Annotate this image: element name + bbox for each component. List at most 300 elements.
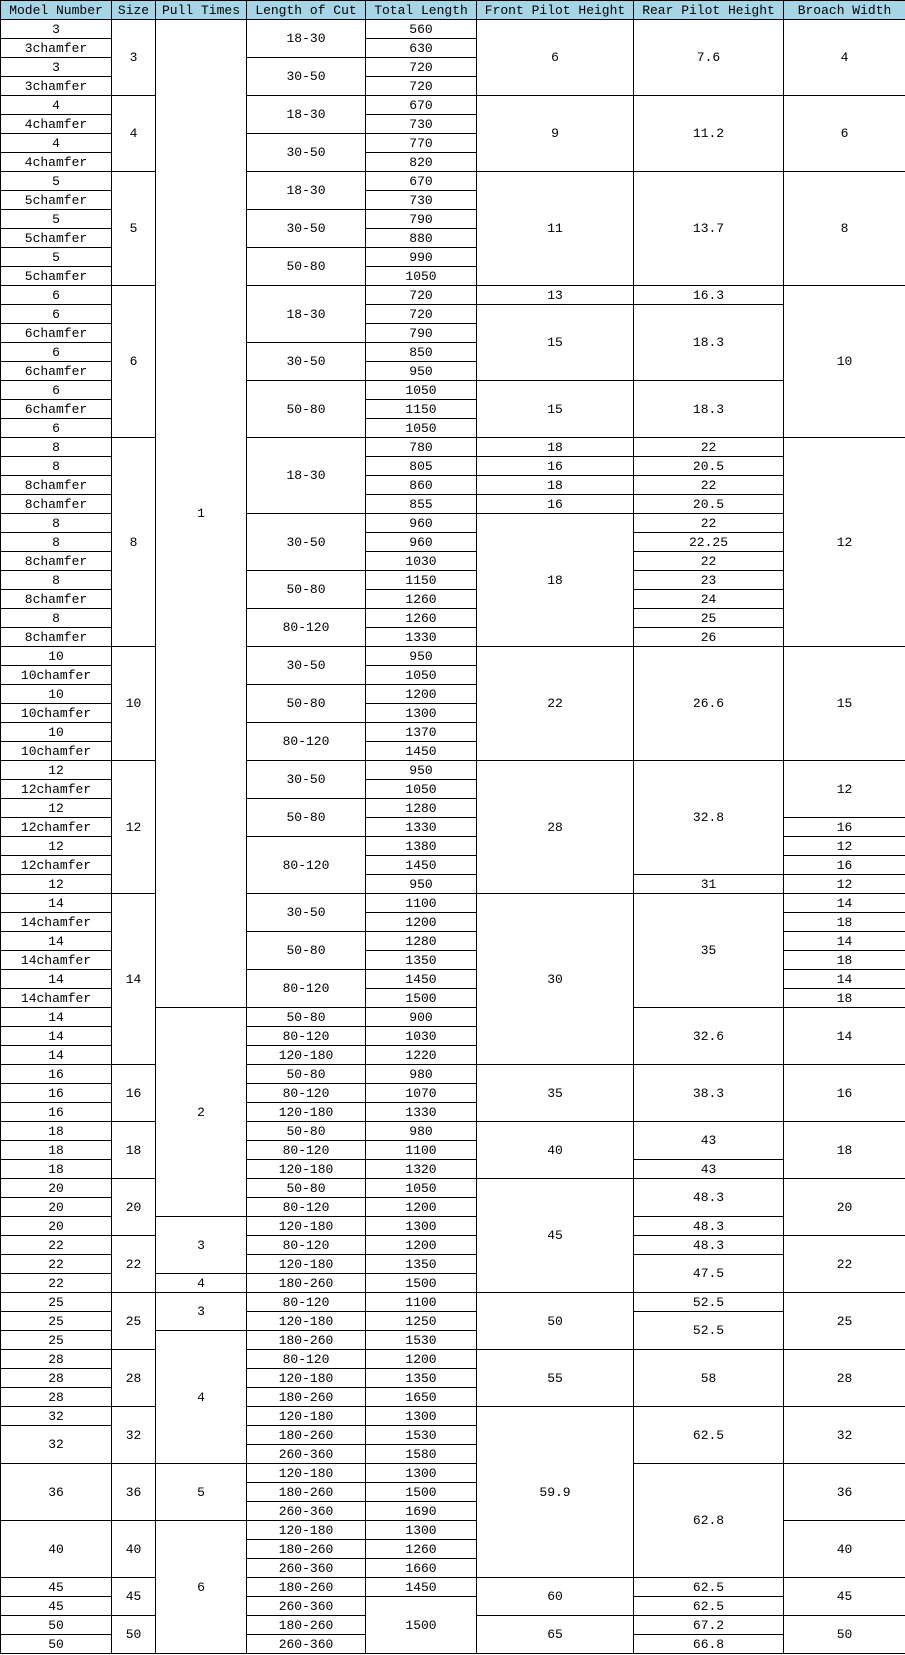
front-pilot-height-cell: 22	[477, 647, 634, 761]
length-of-cut-cell: 180-260	[247, 1578, 366, 1597]
total-length-cell: 1500	[366, 1597, 477, 1654]
total-length-cell: 1350	[366, 951, 477, 970]
front-pilot-height-cell: 59.9	[477, 1407, 634, 1578]
header-total-length: Total Length	[366, 1, 477, 20]
rear-pilot-height-cell: 62.5	[634, 1407, 784, 1464]
table-row	[1, 20, 905, 39]
length-of-cut-cell: 260-360	[247, 1445, 366, 1464]
total-length-cell: 1100	[366, 1141, 477, 1160]
broach-width-cell: 18	[784, 913, 905, 932]
length-of-cut-cell: 50-80	[247, 1008, 366, 1027]
broach-width-cell: 15	[784, 647, 905, 761]
size-cell: 32	[112, 1407, 156, 1464]
total-length-cell: 1100	[366, 1293, 477, 1312]
total-length-cell: 1330	[366, 1103, 477, 1122]
model-number-cell: 36	[1, 1464, 112, 1521]
pull-times-cell: 3	[156, 1293, 247, 1331]
header-size: Size	[112, 1, 156, 20]
length-of-cut-cell: 50-80	[247, 1179, 366, 1198]
total-length-cell: 1370	[366, 723, 477, 742]
length-of-cut-cell: 80-120	[247, 970, 366, 1008]
broach-width-cell: 45	[784, 1578, 905, 1616]
total-length-cell: 1200	[366, 1236, 477, 1255]
total-length-cell: 1200	[366, 913, 477, 932]
length-of-cut-cell: 80-120	[247, 1027, 366, 1046]
model-number-cell: 3chamfer	[1, 39, 112, 58]
header-rear-pilot-height: Rear Pilot Height	[634, 1, 784, 20]
total-length-cell: 950	[366, 761, 477, 780]
total-length-cell: 1200	[366, 685, 477, 704]
rear-pilot-height-cell: 22	[634, 476, 784, 495]
total-length-cell: 630	[366, 39, 477, 58]
model-number-cell: 14chamfer	[1, 951, 112, 970]
rear-pilot-height-cell: 23	[634, 571, 784, 590]
rear-pilot-height-cell: 20.5	[634, 495, 784, 514]
model-number-cell: 4chamfer	[1, 115, 112, 134]
model-number-cell: 3chamfer	[1, 77, 112, 96]
rear-pilot-height-cell: 24	[634, 590, 784, 609]
model-number-cell: 8chamfer	[1, 628, 112, 647]
model-number-cell: 18	[1, 1160, 112, 1179]
rear-pilot-height-cell: 25	[634, 609, 784, 628]
broach-width-cell: 28	[784, 1350, 905, 1407]
length-of-cut-cell: 180-260	[247, 1331, 366, 1350]
total-length-cell: 770	[366, 134, 477, 153]
pull-times-cell: 2	[156, 1008, 247, 1217]
table-row	[1, 647, 905, 666]
total-length-cell: 1300	[366, 1407, 477, 1426]
size-cell: 3	[112, 20, 156, 96]
length-of-cut-cell: 180-260	[247, 1426, 366, 1445]
model-number-cell: 10	[1, 685, 112, 704]
model-number-cell: 3	[1, 20, 112, 39]
model-number-cell: 6	[1, 419, 112, 438]
total-length-cell: 1150	[366, 400, 477, 419]
total-length-cell: 1450	[366, 970, 477, 989]
total-length-cell: 790	[366, 210, 477, 229]
rear-pilot-height-cell: 22.25	[634, 533, 784, 552]
length-of-cut-cell: 260-360	[247, 1559, 366, 1578]
model-number-cell: 6chamfer	[1, 362, 112, 381]
size-cell: 5	[112, 172, 156, 286]
rear-pilot-height-cell: 48.3	[634, 1217, 784, 1236]
model-number-cell: 10chamfer	[1, 666, 112, 685]
model-number-cell: 22	[1, 1255, 112, 1274]
total-length-cell: 1070	[366, 1084, 477, 1103]
total-length-cell: 670	[366, 96, 477, 115]
model-number-cell: 45	[1, 1597, 112, 1616]
table-row	[1, 172, 905, 191]
model-number-cell: 16	[1, 1103, 112, 1122]
model-number-cell: 22	[1, 1236, 112, 1255]
length-of-cut-cell: 50-80	[247, 571, 366, 609]
model-number-cell: 25	[1, 1312, 112, 1331]
model-number-cell: 5chamfer	[1, 229, 112, 248]
total-length-cell: 820	[366, 153, 477, 172]
total-length-cell: 1260	[366, 609, 477, 628]
total-length-cell: 1050	[366, 267, 477, 286]
total-length-cell: 1690	[366, 1502, 477, 1521]
length-of-cut-cell: 18-30	[247, 20, 366, 58]
model-number-cell: 14	[1, 1008, 112, 1027]
model-number-cell: 8chamfer	[1, 552, 112, 571]
rear-pilot-height-cell: 18.3	[634, 381, 784, 438]
front-pilot-height-cell: 16	[477, 457, 634, 476]
header-row	[1, 1, 905, 20]
size-cell: 36	[112, 1464, 156, 1521]
model-number-cell: 14	[1, 970, 112, 989]
front-pilot-height-cell: 50	[477, 1293, 634, 1350]
broach-width-cell: 12	[784, 438, 905, 647]
length-of-cut-cell: 80-120	[247, 1236, 366, 1255]
front-pilot-height-cell: 60	[477, 1578, 634, 1616]
model-number-cell: 14chamfer	[1, 989, 112, 1008]
total-length-cell: 900	[366, 1008, 477, 1027]
table-row	[1, 1578, 905, 1597]
length-of-cut-cell: 80-120	[247, 1084, 366, 1103]
size-cell: 40	[112, 1521, 156, 1578]
total-length-cell: 980	[366, 1065, 477, 1084]
header-length-of-cut: Length of Cut	[247, 1, 366, 20]
header-model-number: Model Number	[1, 1, 112, 20]
length-of-cut-cell: 260-360	[247, 1635, 366, 1654]
table-row	[1, 1179, 905, 1198]
length-of-cut-cell: 50-80	[247, 1065, 366, 1084]
size-cell: 50	[112, 1616, 156, 1654]
broach-width-cell: 50	[784, 1616, 905, 1654]
length-of-cut-cell: 50-80	[247, 381, 366, 438]
model-number-cell: 12	[1, 837, 112, 856]
length-of-cut-cell: 50-80	[247, 685, 366, 723]
total-length-cell: 1350	[366, 1255, 477, 1274]
length-of-cut-cell: 50-80	[247, 1122, 366, 1141]
model-number-cell: 32	[1, 1407, 112, 1426]
rear-pilot-height-cell: 52.5	[634, 1293, 784, 1312]
rear-pilot-height-cell: 22	[634, 552, 784, 571]
front-pilot-height-cell: 65	[477, 1616, 634, 1654]
length-of-cut-cell: 180-260	[247, 1616, 366, 1635]
pull-times-cell: 5	[156, 1464, 247, 1521]
size-cell: 6	[112, 286, 156, 438]
table-body	[1, 20, 905, 1654]
rear-pilot-height-cell: 62.5	[634, 1578, 784, 1597]
rear-pilot-height-cell: 16.3	[634, 286, 784, 305]
length-of-cut-cell: 120-180	[247, 1369, 366, 1388]
length-of-cut-cell: 80-120	[247, 1198, 366, 1217]
length-of-cut-cell: 80-120	[247, 1293, 366, 1312]
total-length-cell: 1300	[366, 1217, 477, 1236]
rear-pilot-height-cell: 22	[634, 514, 784, 533]
length-of-cut-cell: 30-50	[247, 58, 366, 96]
rear-pilot-height-cell: 20.5	[634, 457, 784, 476]
total-length-cell: 990	[366, 248, 477, 267]
front-pilot-height-cell: 15	[477, 305, 634, 381]
length-of-cut-cell: 120-180	[247, 1312, 366, 1331]
table-row	[1, 96, 905, 115]
model-number-cell: 25	[1, 1331, 112, 1350]
total-length-cell: 1500	[366, 989, 477, 1008]
model-number-cell: 20	[1, 1217, 112, 1236]
rear-pilot-height-cell: 43	[634, 1160, 784, 1179]
total-length-cell: 1050	[366, 666, 477, 685]
size-cell: 20	[112, 1179, 156, 1236]
rear-pilot-height-cell: 7.6	[634, 20, 784, 96]
header-pull-times: Pull Times	[156, 1, 247, 20]
rear-pilot-height-cell: 47.5	[634, 1255, 784, 1293]
length-of-cut-cell: 50-80	[247, 248, 366, 286]
rear-pilot-height-cell: 38.3	[634, 1065, 784, 1122]
broach-width-cell: 10	[784, 286, 905, 438]
rear-pilot-height-cell: 13.7	[634, 172, 784, 286]
total-length-cell: 980	[366, 1122, 477, 1141]
table-row	[1, 1464, 905, 1483]
header-broach-width: Broach Width	[784, 1, 905, 20]
length-of-cut-cell: 18-30	[247, 438, 366, 514]
total-length-cell: 1330	[366, 818, 477, 837]
model-number-cell: 20	[1, 1198, 112, 1217]
broach-width-cell: 12	[784, 875, 905, 894]
rear-pilot-height-cell: 11.2	[634, 96, 784, 172]
length-of-cut-cell: 80-120	[247, 837, 366, 894]
front-pilot-height-cell: 13	[477, 286, 634, 305]
broach-width-cell: 14	[784, 894, 905, 913]
model-number-cell: 10	[1, 647, 112, 666]
length-of-cut-cell: 180-260	[247, 1540, 366, 1559]
front-pilot-height-cell: 45	[477, 1179, 634, 1293]
total-length-cell: 1350	[366, 1369, 477, 1388]
model-number-cell: 50	[1, 1635, 112, 1654]
rear-pilot-height-cell: 43	[634, 1122, 784, 1160]
model-number-cell: 20	[1, 1179, 112, 1198]
model-number-cell: 50	[1, 1616, 112, 1635]
length-of-cut-cell: 120-180	[247, 1217, 366, 1236]
front-pilot-height-cell: 11	[477, 172, 634, 286]
model-number-cell: 25	[1, 1293, 112, 1312]
total-length-cell: 1450	[366, 1578, 477, 1597]
table-row	[1, 761, 905, 780]
model-number-cell: 8chamfer	[1, 590, 112, 609]
broach-width-cell: 36	[784, 1464, 905, 1521]
length-of-cut-cell: 30-50	[247, 210, 366, 248]
length-of-cut-cell: 50-80	[247, 799, 366, 837]
length-of-cut-cell: 80-120	[247, 1350, 366, 1369]
model-number-cell: 5	[1, 248, 112, 267]
table-row	[1, 894, 905, 913]
rear-pilot-height-cell: 48.3	[634, 1179, 784, 1217]
model-number-cell: 4chamfer	[1, 153, 112, 172]
model-number-cell: 8	[1, 457, 112, 476]
total-length-cell: 855	[366, 495, 477, 514]
total-length-cell: 1280	[366, 799, 477, 818]
broach-width-cell: 4	[784, 20, 905, 96]
broach-width-cell: 20	[784, 1179, 905, 1236]
total-length-cell: 1150	[366, 571, 477, 590]
total-length-cell: 1300	[366, 1464, 477, 1483]
rear-pilot-height-cell: 32.6	[634, 1008, 784, 1065]
front-pilot-height-cell: 18	[477, 476, 634, 495]
front-pilot-height-cell: 18	[477, 438, 634, 457]
total-length-cell: 1320	[366, 1160, 477, 1179]
model-number-cell: 10chamfer	[1, 704, 112, 723]
length-of-cut-cell: 180-260	[247, 1483, 366, 1502]
length-of-cut-cell: 30-50	[247, 514, 366, 571]
rear-pilot-height-cell: 58	[634, 1350, 784, 1407]
length-of-cut-cell: 80-120	[247, 1141, 366, 1160]
model-number-cell: 6	[1, 343, 112, 362]
model-number-cell: 12	[1, 799, 112, 818]
table-row	[1, 1293, 905, 1312]
model-number-cell: 45	[1, 1578, 112, 1597]
total-length-cell: 1300	[366, 1521, 477, 1540]
length-of-cut-cell: 50-80	[247, 932, 366, 970]
total-length-cell: 720	[366, 305, 477, 324]
length-of-cut-cell: 30-50	[247, 761, 366, 799]
size-cell: 16	[112, 1065, 156, 1122]
model-number-cell: 14	[1, 932, 112, 951]
model-number-cell: 6	[1, 286, 112, 305]
model-number-cell: 28	[1, 1350, 112, 1369]
total-length-cell: 560	[366, 20, 477, 39]
rear-pilot-height-cell: 35	[634, 894, 784, 1008]
rear-pilot-height-cell: 26.6	[634, 647, 784, 761]
total-length-cell: 1300	[366, 704, 477, 723]
model-number-cell: 14	[1, 894, 112, 913]
length-of-cut-cell: 120-180	[247, 1046, 366, 1065]
table-row	[1, 1350, 905, 1369]
total-length-cell: 1500	[366, 1483, 477, 1502]
model-number-cell: 8chamfer	[1, 476, 112, 495]
total-length-cell: 1200	[366, 1350, 477, 1369]
length-of-cut-cell: 30-50	[247, 647, 366, 685]
model-number-cell: 8	[1, 438, 112, 457]
length-of-cut-cell: 120-180	[247, 1464, 366, 1483]
size-cell: 14	[112, 894, 156, 1065]
front-pilot-height-cell: 40	[477, 1122, 634, 1179]
rear-pilot-height-cell: 18.3	[634, 305, 784, 381]
length-of-cut-cell: 80-120	[247, 723, 366, 761]
rear-pilot-height-cell: 52.5	[634, 1312, 784, 1350]
total-length-cell: 950	[366, 362, 477, 381]
rear-pilot-height-cell: 31	[634, 875, 784, 894]
length-of-cut-cell: 180-260	[247, 1274, 366, 1293]
total-length-cell: 1050	[366, 780, 477, 799]
model-number-cell: 5	[1, 210, 112, 229]
model-number-cell: 8	[1, 571, 112, 590]
model-number-cell: 5chamfer	[1, 191, 112, 210]
total-length-cell: 1050	[366, 419, 477, 438]
length-of-cut-cell: 120-180	[247, 1521, 366, 1540]
broach-width-cell: 32	[784, 1407, 905, 1464]
total-length-cell: 1650	[366, 1388, 477, 1407]
model-number-cell: 4	[1, 134, 112, 153]
total-length-cell: 850	[366, 343, 477, 362]
total-length-cell: 670	[366, 172, 477, 191]
total-length-cell: 1030	[366, 552, 477, 571]
model-number-cell: 12chamfer	[1, 818, 112, 837]
model-number-cell: 6	[1, 381, 112, 400]
model-number-cell: 22	[1, 1274, 112, 1293]
model-number-cell: 3	[1, 58, 112, 77]
total-length-cell: 1330	[366, 628, 477, 647]
model-number-cell: 18	[1, 1122, 112, 1141]
size-cell: 12	[112, 761, 156, 894]
size-cell: 8	[112, 438, 156, 647]
size-cell: 28	[112, 1350, 156, 1407]
length-of-cut-cell: 18-30	[247, 172, 366, 210]
model-number-cell: 14chamfer	[1, 913, 112, 932]
total-length-cell: 860	[366, 476, 477, 495]
header-front-pilot-height: Front Pilot Height	[477, 1, 634, 20]
broach-width-cell: 8	[784, 172, 905, 286]
total-length-cell: 950	[366, 647, 477, 666]
broach-width-cell: 18	[784, 951, 905, 970]
length-of-cut-cell: 120-180	[247, 1255, 366, 1274]
front-pilot-height-cell: 30	[477, 894, 634, 1065]
pull-times-cell: 6	[156, 1521, 247, 1654]
length-of-cut-cell: 80-120	[247, 609, 366, 647]
pull-times-cell: 4	[156, 1274, 247, 1293]
model-number-cell: 32	[1, 1426, 112, 1464]
total-length-cell: 1050	[366, 1179, 477, 1198]
rear-pilot-height-cell: 66.8	[634, 1635, 784, 1654]
total-length-cell: 1260	[366, 590, 477, 609]
model-number-cell: 18	[1, 1141, 112, 1160]
broach-width-cell: 14	[784, 932, 905, 951]
length-of-cut-cell: 180-260	[247, 1388, 366, 1407]
total-length-cell: 1260	[366, 1540, 477, 1559]
length-of-cut-cell: 30-50	[247, 134, 366, 172]
table-row	[1, 1122, 905, 1141]
broach-width-cell: 12	[784, 837, 905, 856]
length-of-cut-cell: 120-180	[247, 1160, 366, 1179]
front-pilot-height-cell: 9	[477, 96, 634, 172]
size-cell: 4	[112, 96, 156, 172]
total-length-cell: 1530	[366, 1426, 477, 1445]
total-length-cell: 1100	[366, 894, 477, 913]
model-number-cell: 10chamfer	[1, 742, 112, 761]
front-pilot-height-cell: 28	[477, 761, 634, 894]
front-pilot-height-cell: 15	[477, 381, 634, 438]
broach-width-cell: 12	[784, 761, 905, 818]
table-row	[1, 1407, 905, 1426]
model-number-cell: 6chamfer	[1, 324, 112, 343]
model-number-cell: 40	[1, 1521, 112, 1578]
size-cell: 22	[112, 1236, 156, 1293]
pull-times-cell: 1	[156, 20, 247, 1008]
rear-pilot-height-cell: 22	[634, 438, 784, 457]
model-number-cell: 8	[1, 514, 112, 533]
total-length-cell: 1450	[366, 856, 477, 875]
broach-width-cell: 16	[784, 856, 905, 875]
total-length-cell: 960	[366, 533, 477, 552]
front-pilot-height-cell: 16	[477, 495, 634, 514]
total-length-cell: 790	[366, 324, 477, 343]
model-number-cell: 5	[1, 172, 112, 191]
model-number-cell: 6	[1, 305, 112, 324]
model-number-cell: 6chamfer	[1, 400, 112, 419]
model-number-cell: 10	[1, 723, 112, 742]
model-number-cell: 12	[1, 875, 112, 894]
total-length-cell: 1030	[366, 1027, 477, 1046]
rear-pilot-height-cell: 67.2	[634, 1616, 784, 1635]
broach-width-cell: 14	[784, 970, 905, 989]
model-number-cell: 16	[1, 1084, 112, 1103]
total-length-cell: 1200	[366, 1198, 477, 1217]
model-number-cell: 12chamfer	[1, 780, 112, 799]
front-pilot-height-cell: 18	[477, 514, 634, 647]
total-length-cell: 1220	[366, 1046, 477, 1065]
size-cell: 18	[112, 1122, 156, 1179]
